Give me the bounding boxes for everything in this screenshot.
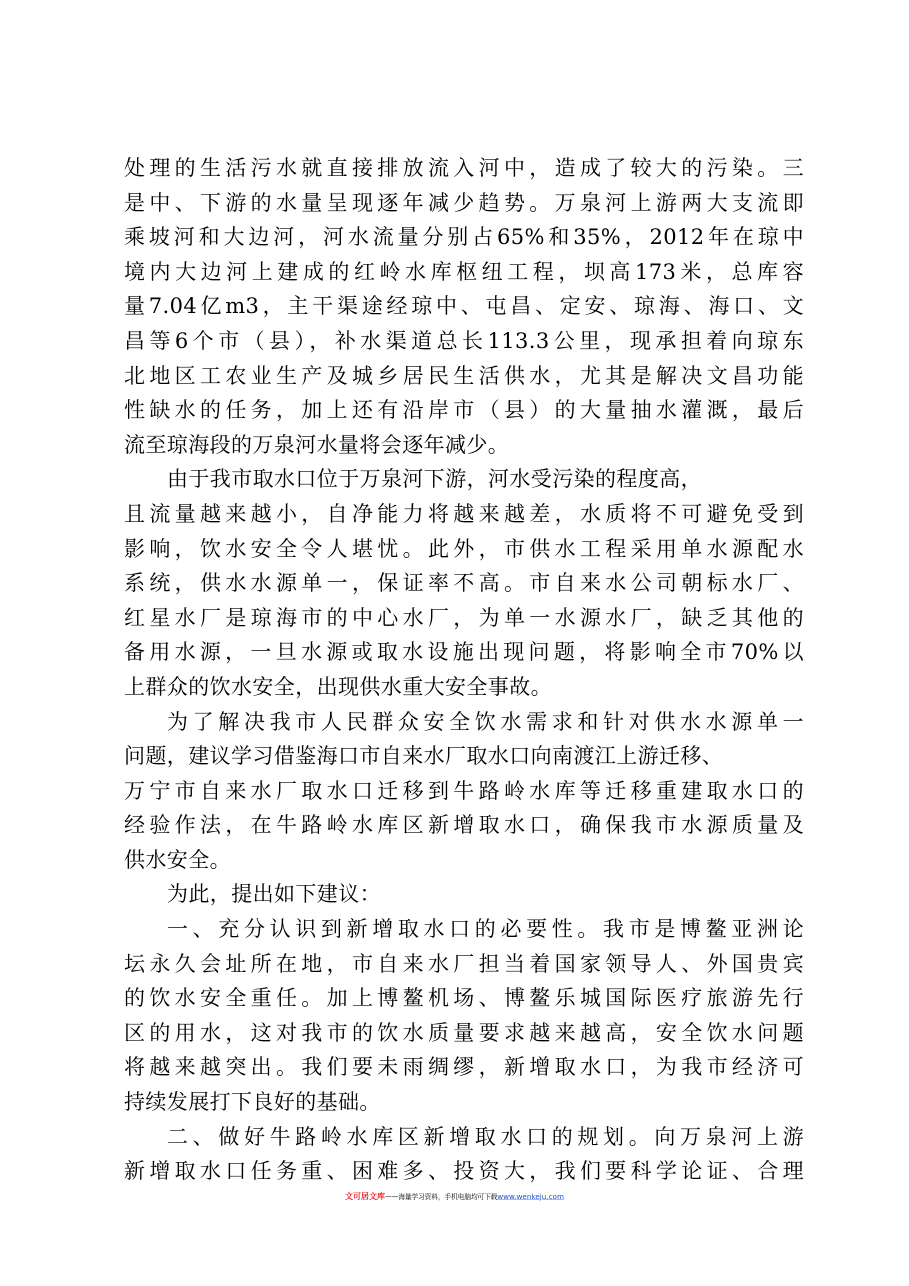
footer-tagline: ——海量学习资料，手机电脑均可下载 [385, 1192, 498, 1201]
text-line: 境内大边河上建成的红岭水库枢纽工程，坝高173米，总库容 [124, 259, 804, 284]
text-line: 坛永久会址所在地，市自来水厂担当着国家领导人、外国贵宾 [124, 951, 804, 976]
text-line: 一、充分认识到新增取水口的必要性。我市是博鳌亚洲论 [167, 917, 804, 942]
text-line: 且流量越来越小，自净能力将越来越差，水质将不可避免受到 [124, 501, 804, 526]
text-line: 处理的生活污水就直接排放流入河中，造成了较大的污染。三 [124, 156, 804, 180]
text-line: 性缺水的任务，加上还有沿岸市（县）的大量抽水灌溉，最后 [124, 398, 804, 423]
document-body [124, 151, 804, 1189]
text-line: 量7.04亿m3，主干渠途经琼中、屯昌、定安、琼海、海口、文 [124, 294, 804, 319]
text-line: 系统，供水水源单一，保证率不高。市自来水公司朝标水厂、 [124, 571, 804, 596]
text-line: 问题，建议学习借鉴海口市自来水厂取水口向南渡江上游迁移、 [124, 744, 724, 769]
text-line: 二、做好牛路岭水库区新增取水口的规划。向万泉河上游 [167, 1124, 804, 1149]
text-line: 乘坡河和大边河，河水流量分别占65%和35%，2012年在琼中 [124, 225, 804, 250]
text-line: 流至琼海段的万泉河水量将会逐年减少。 [124, 432, 510, 457]
text-line: 供水安全。 [124, 847, 231, 872]
text-line: 为了解决我市人民群众安全饮水需求和针对供水水源单一 [167, 709, 804, 734]
footer-banner [273, 1190, 637, 1202]
text-line: 区的用水，这对我市的饮水质量要求越来越高，安全饮水问题 [124, 1020, 804, 1045]
text-line: 影响，饮水安全令人堪忧。此外，市供水工程采用单水源配水 [124, 536, 804, 561]
text-line: 由于我市取水口位于万泉河下游，河水受污染的程度高， [167, 467, 702, 492]
text-line: 将越来越突出。我们要未雨绸缪，新增取水口，为我市经济可 [124, 1055, 804, 1080]
text-line: 昌等6个市（县），补水渠道总长113.3公里，现承担着向琼东 [124, 328, 804, 353]
text-line: 是中、下游的水量呈现逐年减少趋势。万泉河上游两大支流即 [124, 190, 804, 215]
footer-website-link[interactable]: www.wenkeju.com [497, 1192, 564, 1201]
text-line: 新增取水口任务重、困难多、投资大，我们要科学论证、合理 [124, 1159, 804, 1184]
text-line: 上群众的饮水安全，出现供水重大安全事故。 [124, 674, 552, 699]
text-line: 经验作法，在牛路岭水库区新增取水口，确保我市水源质量及 [124, 813, 804, 838]
text-line: 备用水源，一旦水源或取水设施出现问题，将影响全市70%以 [124, 640, 804, 665]
text-line: 为此，提出如下建议： [167, 882, 381, 907]
text-line: 的饮水安全重任。加上博鳌机场、博鳌乐城国际医疗旅游先行 [124, 986, 804, 1011]
text-line: 持续发展打下良好的基础。 [124, 1090, 381, 1115]
text-line: 红星水厂是琼海市的中心水厂，为单一水源水厂，缺乏其他的 [124, 605, 804, 630]
text-line: 北地区工农业生产及城乡居民生活供水，尤其是解决文昌功能 [124, 363, 804, 388]
footer-brand: 文可居文库 [345, 1191, 386, 1201]
text-line: 万宁市自来水厂取水口迁移到牛路岭水库等迁移重建取水口的 [124, 778, 804, 803]
